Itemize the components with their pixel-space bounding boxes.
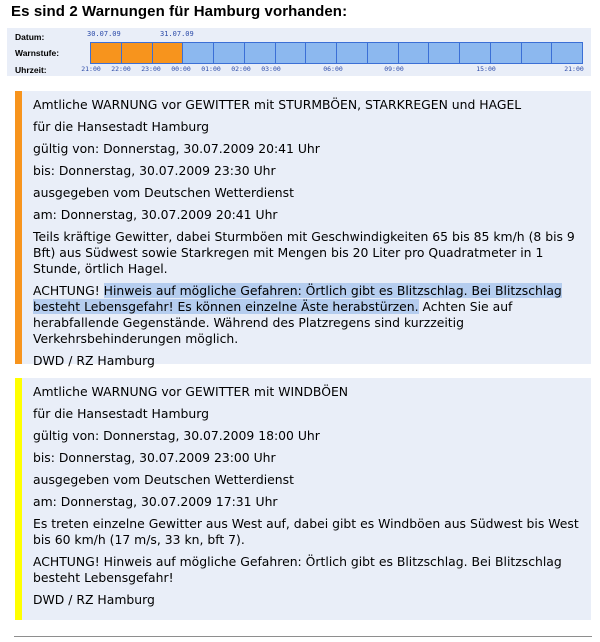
valid-from: gültig von: Donnerstag, 30.07.2009 20:41 Uhr (33, 141, 320, 156)
warning-level-segment-blue (552, 43, 582, 63)
warning-level-segment-blue (522, 43, 553, 63)
warning-level-segment-blue (337, 43, 368, 63)
valid-to: bis: Donnerstag, 30.07.2009 23:30 Uhr (33, 163, 276, 178)
warning-level-segment-orange (153, 43, 184, 63)
warning-title: Amtliche WARNUNG vor GEWITTER mit WINDBÖEN (33, 384, 349, 399)
warning-region: für die Hansestadt Hamburg (33, 406, 209, 421)
warning-level-segment-blue (306, 43, 337, 63)
warning-level-segment-blue (491, 43, 522, 63)
warning-level-segment-orange (91, 43, 122, 63)
timeline-time: 21:00 (564, 65, 584, 73)
warning-level-segment-blue (429, 43, 460, 63)
warning-footer: DWD / RZ Hamburg (33, 592, 155, 607)
timeline-time: 21:00 (81, 65, 101, 73)
timeline-time: 00:00 (171, 65, 191, 73)
warning-attention: ACHTUNG! Hinweis auf mögliche Gefahren: Örtlich gibt es Blitzschlag. Bei Blitzschlag besteht Lebensgefahr! (33, 554, 562, 585)
warning-card (15, 378, 591, 620)
timeline-time: 23:00 (141, 65, 161, 73)
timeline-date: 31.07.09 (160, 30, 194, 38)
warning-level-segment-blue (399, 43, 430, 63)
warning-level-segment-blue (183, 43, 214, 63)
date-label: Datum: (15, 32, 45, 42)
warning-level-segment-blue (368, 43, 399, 63)
warning-level-segment-blue (460, 43, 491, 63)
warning-attention[interactable] (33, 283, 583, 347)
timeline-time: 22:00 (111, 65, 131, 73)
timeline-time: 06:00 (323, 65, 343, 73)
issued-at: am: Donnerstag, 30.07.2009 17:31 Uhr (33, 494, 278, 509)
valid-from: gültig von: Donnerstag, 30.07.2009 18:00 Uhr (33, 428, 320, 443)
warning-footer: DWD / RZ Hamburg (33, 353, 155, 368)
warning-card (15, 91, 591, 368)
timeline-date: 30.07.09 (87, 30, 121, 38)
issuer: ausgegeben vom Deutschen Wetterdienst (33, 472, 294, 487)
warning-level-segment-orange (122, 43, 153, 63)
timeline-time: 09:00 (384, 65, 404, 73)
warning-level-segment-blue (214, 43, 245, 63)
warning-region: für die Hansestadt Hamburg (33, 119, 209, 134)
valid-to: bis: Donnerstag, 30.07.2009 23:00 Uhr (33, 450, 276, 465)
warning-description: Teils kräftige Gewitter, dabei Sturmböen mit Geschwindigkeiten 65 bis 85 km/h (8 bis 9 Bft) aus Südwest sowie Starkregen mit Mengen bis 20 Liter pro Quadratmeter in 1 Stunde, örtlich Hagel. (33, 229, 575, 276)
timeline-time: 01:00 (201, 65, 221, 73)
timeline-time: 03:00 (261, 65, 281, 73)
divider (14, 636, 592, 637)
issued-at: am: Donnerstag, 30.07.2009 20:41 Uhr (33, 207, 278, 222)
warning-description: Es treten einzelne Gewitter aus West auf, dabei gibt es Windböen aus Südwest bis West bis 60 km/h (17 m/s, 33 kn, bft 7). (33, 516, 579, 547)
timeline-time: 15:00 (476, 65, 496, 73)
attention-prefix: ACHTUNG! (33, 283, 104, 298)
warning-level-label: Warnstufe: (15, 48, 60, 58)
attention-rest: Achten Sie auf herabfallende Gegenstände. Während des Platzregens sind kurzzeitig Verkehrsbehinderungen möglich. (33, 299, 513, 346)
timeline-time: 02:00 (231, 65, 251, 73)
page-heading: Es sind 2 Warnungen für Hamburg vorhanden: (11, 3, 348, 20)
issuer: ausgegeben vom Deutschen Wetterdienst (33, 185, 294, 200)
selected-text[interactable]: Hinweis auf mögliche Gefahren: Örtlich gibt es Blitzschlag. Bei Blitzschlag besteht Lebensgefahr! Es können einzelne Äste herabstürzen. (33, 283, 562, 314)
warning-title: Amtliche WARNUNG vor GEWITTER mit STURMBÖEN, STARKREGEN und HAGEL (33, 97, 522, 112)
warning-level-bar (90, 42, 583, 64)
warning-level-segment-blue (245, 43, 276, 63)
time-label: Uhrzeit: (15, 65, 47, 75)
warning-timeline (7, 28, 591, 76)
warning-level-segment-blue (276, 43, 307, 63)
